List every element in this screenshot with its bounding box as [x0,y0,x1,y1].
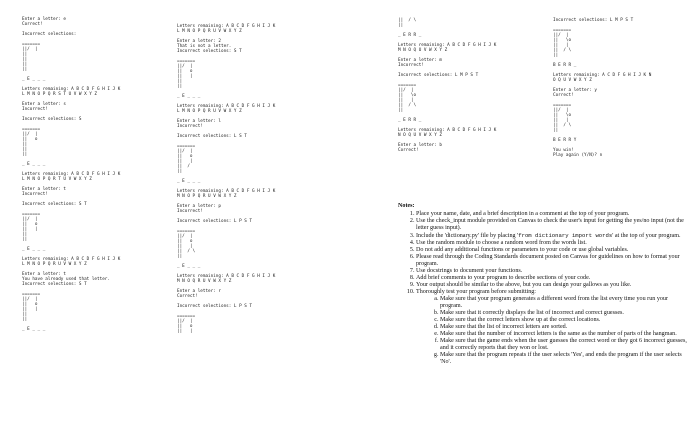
console-line: ||/ | [177,149,193,154]
note-text: Include the 'dictionary.py' file by placing ' [416,233,519,239]
console-line: Correct! [22,22,43,27]
console-line: L M N O P Q R U V W X Y Z [177,29,242,34]
console-line: || | [177,74,193,79]
console-line: Enter a letter: t [22,187,66,192]
test-item: g. Make sure that the program repeats if the user selects 'Yes', and ends the program if the user selects 'No'. [440,352,688,366]
sample-output-column-4 [553,18,651,158]
console-line: ||/ | [22,217,38,222]
console-line: Letters remaining: A B C D F G H I J K [22,87,121,92]
console-line: || [22,147,28,152]
console-line: || | [553,118,569,123]
console-line: Letters remaining: A B C D F G H I J K [177,189,276,194]
console-line: M N O Q R U V W X Y Z [177,279,232,284]
note-item: 5. Do not add any additional functions or parameters to your code or use global variables. [416,247,688,254]
note-item: 7. Use docstrings to document your functions. [416,268,688,275]
console-line: || [22,232,28,237]
console-line: ||/ | [177,234,193,239]
test-checklist [416,296,688,366]
note-item [416,232,688,240]
note-item: 9. Your output should be similar to the above, but you can design your gallows as you like. [416,282,688,289]
console-line: _ E _ _ _ [22,247,46,252]
console-line: ||/ | [553,108,569,113]
console-line: || [22,62,28,67]
console-line: || \o [553,38,572,43]
console-line: || o [177,324,193,329]
console-line: || \o [398,93,417,98]
test-item: c. Make sure that the correct letters show up at the correct locations. [440,317,688,324]
test-item: d. Make sure that the list of incorrect letters are sorted. [440,324,688,331]
console-line: || [553,128,559,133]
console-line: ======= [553,28,572,33]
console-line: ||/ | [22,47,38,52]
console-line: L M N O P Q R U V W X Y Z [22,262,87,267]
console-line: ||/ | [177,319,193,324]
console-line: Incorrect selections: L M P S T [553,18,634,23]
console-line: Incorrect! [177,124,203,129]
console-line: || / \ [177,249,196,254]
note-item: 2. Use the check_input module provided on Canvas to check the user's input for getting the yes/no input (not the letter guess input). [416,218,688,232]
console-line: Incorrect selections: S T [22,282,87,287]
console-line: ======= [177,314,196,319]
code-snippet: from dictionary import words [518,232,613,239]
notes-list [398,211,688,366]
console-line: _ E R R _ [398,33,422,38]
console-line: _ E _ _ _ [177,94,201,99]
console-line: _ E R R _ [398,118,422,123]
console-line: || o [22,137,38,142]
console-line: Correct! [177,294,198,299]
console-line: That is not a letter. [177,44,232,49]
console-line: Incorrect selections: S T [22,202,87,207]
console-line: Enter a letter: r [177,289,221,294]
console-line: Incorrect selections: S T [177,49,242,54]
console-line: || | [177,159,193,164]
console-line: You win! [553,148,574,153]
console-line: Incorrect selections: [22,32,77,37]
console-line: || [22,57,28,62]
console-line: Incorrect selections: L S T [177,134,247,139]
console-line: || / \ [398,18,417,23]
sample-output-column-1 [22,17,120,332]
console-line: || [398,108,404,113]
console-line: Incorrect! [398,63,424,68]
notes-section [398,203,688,366]
console-line: || [22,317,28,322]
console-line: ======= [22,42,41,47]
console-line: || [22,142,28,147]
console-line: || / \ [398,103,417,108]
console-line: || / \ [553,123,572,128]
console-line: || o [177,69,193,74]
console-line: || | [177,329,193,334]
test-item: a. Make sure that your program generates a different word from the list every time you run your program. [440,296,688,310]
console-line: ||/ | [22,297,38,302]
note-item: 8. Add brief comments to your program to describe sections of your code. [416,275,688,282]
console-line: _ E _ _ _ [22,162,46,167]
console-line: || / [177,164,190,169]
console-line: || | [553,43,569,48]
console-line: Enter a letter: l [177,119,221,124]
console-line: Letters remaining: A B C D F G H I J K [22,257,121,262]
console-line: _ E _ _ _ [22,77,46,82]
console-line: || [177,169,183,174]
console-line: ======= [177,229,196,234]
console-line: _ E _ _ _ [177,179,201,184]
console-line: || [177,84,183,89]
console-line: Letters remaining: A B C D F G H I J K [22,172,121,177]
console-line: || [22,312,28,317]
note-item: 4. Use the random module to choose a random word from the words list. [416,240,688,247]
console-line: ||/ | [398,88,414,93]
console-line: ======= [398,83,417,88]
console-line: Enter a letter: b [398,143,442,148]
console-line: L M N O P Q R T U V W X Y Z [22,177,92,182]
console-line: || [22,152,28,157]
console-line: ||/ | [22,132,38,137]
console-line: Incorrect selections: L P S T [177,219,253,224]
console-line: Incorrect! [22,192,48,197]
console-line: || [22,237,28,242]
test-item: f. Make sure that the game ends when the user guesses the correct word or they got 6 incorrect guesses, and it correctly reports that they won or lost. [440,338,688,352]
console-line: || [398,23,404,28]
console-line: Enter a letter: t [22,272,66,277]
test-item: b. Make sure that it correctly displays the list of incorrect and correct guesses. [440,310,688,317]
console-line: Letters remaining: A B C D F G H I J K [177,24,276,29]
test-item: e. Make sure that the number of incorrect letters is the same as the number of parts of the hangman. [440,331,688,338]
console-line: || [553,53,559,58]
console-line: Enter a letter: s [22,102,66,107]
console-line: || / \ [553,48,572,53]
console-line: ======= [22,127,41,132]
note-item: 1. Place your name, date, and a brief description in a comment at the top of your program. [416,211,688,218]
console-line: Enter a letter: p [177,204,221,209]
console-line: You have already used that letter. [22,277,110,282]
console-line: ||/ | [177,64,193,69]
console-line: ======= [22,292,41,297]
console-line: || | [22,307,38,312]
sample-output-column-2 [177,24,275,334]
console-line: Incorrect selections: L M P S T [398,73,479,78]
console-line: Letters remaining: A C D F G H I J K N [553,73,652,78]
console-line: || [22,52,28,57]
console-line: || o [177,154,193,159]
console-line: Enter a letter: e [22,17,66,22]
console-line: Play again (Y/N)? n [553,153,603,158]
console-line: Incorrect selections: S [22,117,82,122]
console-line: || \o [553,113,572,118]
console-line: L M N O P Q R S T U V W X Y Z [22,92,98,97]
console-line: Enter a letter: 2 [177,39,221,44]
note-text: ' at the top of your program. [612,233,681,239]
console-line: Correct! [553,93,574,98]
console-line: ======= [177,144,196,149]
console-line: || | [177,244,193,249]
console-line: || [22,67,28,72]
console-line: || [177,254,183,259]
console-line: ======= [553,103,572,108]
console-line: Letters remaining: A B C D F G H I J K [177,274,276,279]
console-line: B E R R _ [553,63,577,68]
console-line: M N O P Q R U V W X Y Z [177,194,237,199]
console-line: Enter a letter: m [398,58,442,63]
console-line: L M N O P Q R U V W X Y Z [177,109,242,114]
note-item [416,289,688,366]
console-line: Letters remaining: A B C D F G H I J K [398,43,497,48]
console-line: _ E _ _ _ [177,264,201,269]
console-line: || [177,79,183,84]
sample-output-column-3 [398,18,496,153]
console-line: B E R R Y [553,138,577,143]
console-line: || o [177,239,193,244]
console-line: Correct! [398,148,419,153]
note-text: Thoroughly test your program before submitting: [416,289,536,295]
console-line: ======= [177,59,196,64]
console-line: Letters remaining: A B C D F G H I J K [177,104,276,109]
console-line: || o [22,302,38,307]
console-line: || o [22,222,38,227]
console-line: || | [398,98,414,103]
console-line: Letters remaining: A B C D F G H I J K [398,128,497,133]
console-line: Enter a letter: y [553,88,597,93]
console-line: Incorrect! [177,209,203,214]
console-line: _ E _ _ _ [22,327,46,332]
console-line: O Q U V W X Y Z [553,78,592,83]
console-line: ======= [22,212,41,217]
console-line: N O Q U V W X Y Z [398,133,442,138]
note-item: 6. Please read through the Coding Standards document posted on Canvas for guidelines on how to format your program. [416,254,688,268]
console-line: || | [22,227,38,232]
console-line: M N O Q U V W X Y Z [398,48,448,53]
notes-title: Notes: [398,203,415,209]
console-line: ||/ | [553,33,569,38]
console-line: Incorrect! [22,107,48,112]
console-line: Incorrect selections: L P S T [177,304,253,309]
